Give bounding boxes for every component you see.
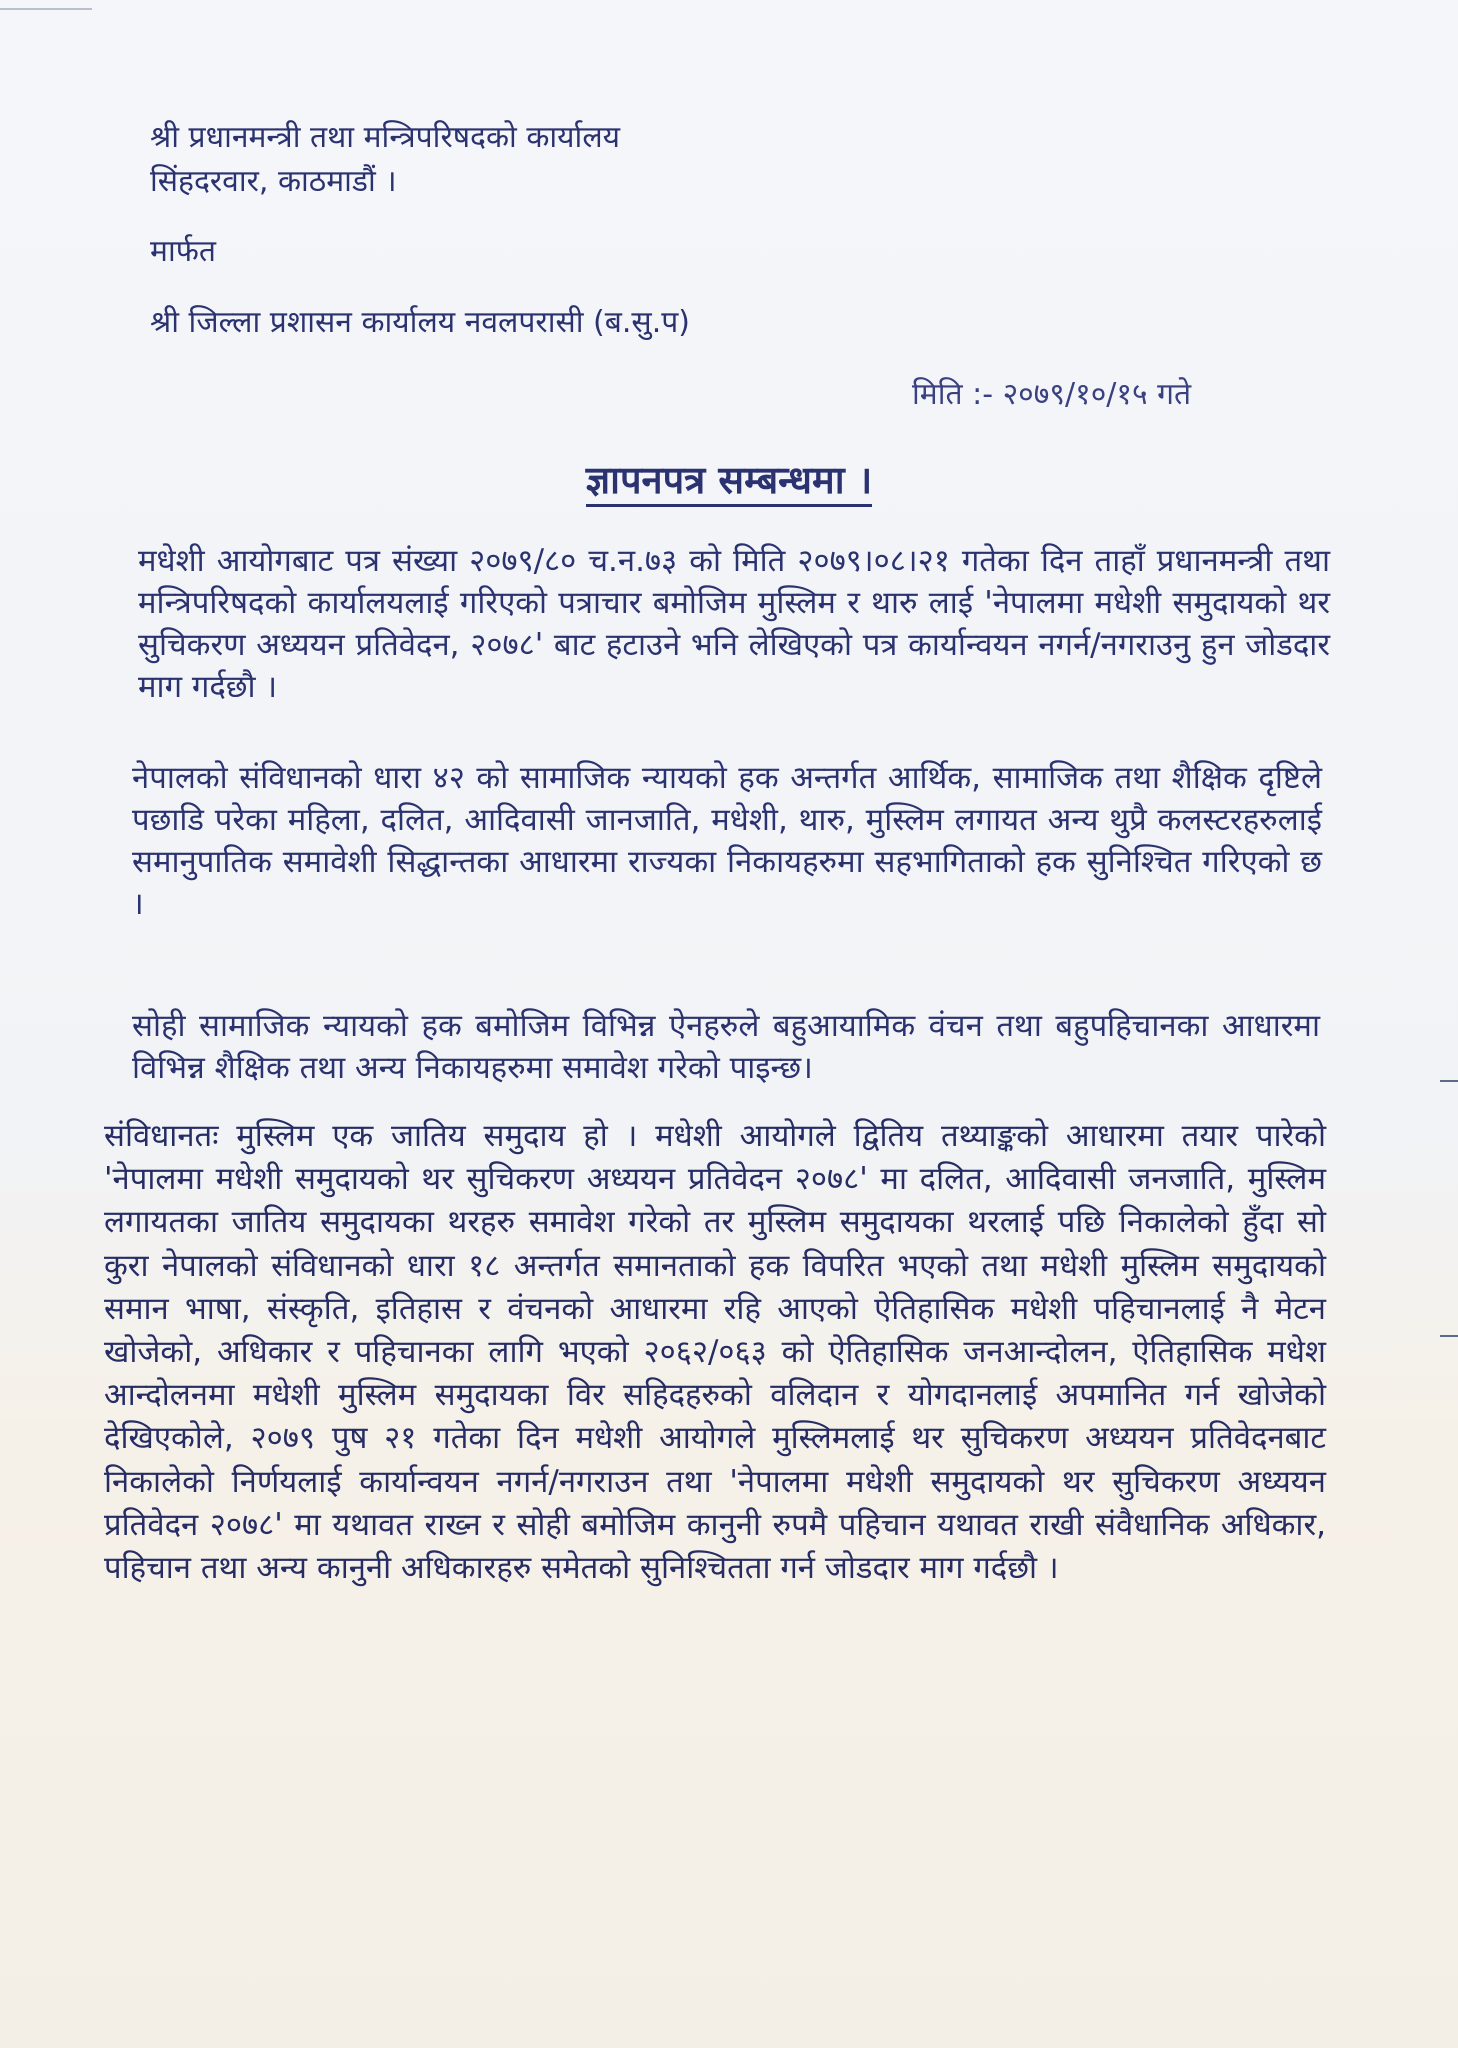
addressee-line-2: सिंहदरवार, काठमाडौं । [150, 164, 397, 199]
paper-edge-mark [1440, 1335, 1458, 1337]
paper-edge-line [0, 8, 92, 10]
body-paragraph-4: संविधानतः मुस्लिम एक जातिय समुदाय हो । मधेशी आयोगले द्वितिय तथ्याङ्कको आधारमा तयार पारेको 'नेपालमा मधेशी समुदायको थर सुचिकरण अध्ययन प्रतिवेदन २०७८' मा दलित, आदिवासी जनजाति, मुस्लिम लगायतका जातिय समुदायका थरहरु समावेश गरेको तर मुस्लिम समुदायका थरलाई पछि निकालेको हुँदा सो कुरा नेपालको संविधानको धारा १८ अन्तर्गत समानताको हक विपरित भएको तथा मधेशी मुस्लिम समुदायको समान भाषा, संस्कृति, इतिहास र वंचनको आधारमा रहि आएको ऐतिहासिक मधेशी पहिचानलाई नै मेटन खोजेको, अधिकार र पहिचानका लागि भएको २०६२/०६३ को ऐतिहासिक जनआन्दोलन, ऐतिहासिक मधेश आन्दोलनमा मधेशी मुस्लिम समुदायका विर सहिदहरुको वलिदान र योगदानलाई अपमानित गर्न खोजेको देखिएकोले, २०७९ पुष २१ गतेका दिन मधेशी आयोगले मुस्लिमलाई थर सुचिकरण अध्ययन प्रतिवेदनबाट निकालेको निर्णयलाई कार्यान्वयन नगर्न/नगराउन तथा 'नेपालमा मधेशी समुदायको थर सुचिकरण अध्ययन प्रतिवेदन २०७८' मा यथावत राख्न र सोही बमोजिम कानुनी रुपमै पहिचान यथावत राखी संवैधानिक अधिकार, पहिचान तथा अन्य कानुनी अधिकारहरु समेतको सुनिश्चितता गर्न जोडदार माग गर्दछौ । [104, 1118, 1326, 1587]
body-paragraph-2: नेपालको संविधानको धारा ४२ को सामाजिक न्यायको हक अन्तर्गत आर्थिक, सामाजिक तथा शैक्षिक दृष्टिले पछाडि परेका महिला, दलित, आदिवासी जानजाति, मधेशी, थारु, मुस्लिम लगायत अन्य थुप्रै कलस्टरहरुलाई समानुपातिक समावेशी सिद्धान्तका आधारमा राज्यका निकायहरुमा सहभागिताको हक सुनिश्चित गरिएको छ । [132, 760, 1322, 922]
via-label: मार्फत [150, 234, 216, 269]
letter-subject [0, 455, 1458, 505]
addressee-line-1: श्री प्रधानमन्त्री तथा मन्त्रिपरिषदको कार्यालय [150, 120, 621, 155]
letter-date: मिति :- २०७९/१०/१५ गते [912, 377, 1192, 412]
addressee-line-3: श्री जिल्ला प्रशासन कार्यालय नवलपरासी (ब.सु.प) [150, 305, 690, 340]
paper-edge-mark [1440, 1080, 1458, 1082]
subject-text: ज्ञापनपत्र सम्बन्धमा । [586, 458, 873, 507]
body-paragraph-3: सोही सामाजिक न्यायको हक बमोजिम विभिन्न ऐनहरुले बहुआयामिक वंचन तथा बहुपहिचानका आधारमा विभिन्न शैक्षिक तथा अन्य निकायहरुमा समावेश गरेको पाइन्छ। [132, 1008, 1320, 1086]
body-paragraph-1: मधेशी आयोगबाट पत्र संख्या २०७९/८० च.न.७३ को मिति २०७९।०८।२१ गतेका दिन ताहाँ प्रधानमन्त्री तथा मन्त्रिपरिषदको कार्यालयलाई गरिएको पत्राचार बमोजिम मुस्लिम र थारु लाई 'नेपालमा मधेशी समुदायको थर सुचिकरण अध्ययन प्रतिवेदन, २०७८' बाट हटाउने भनि लेखिएको पत्र कार्यान्वयन नगर्न/नगराउनु हुन जोडदार माग गर्दछौ । [138, 543, 1330, 705]
